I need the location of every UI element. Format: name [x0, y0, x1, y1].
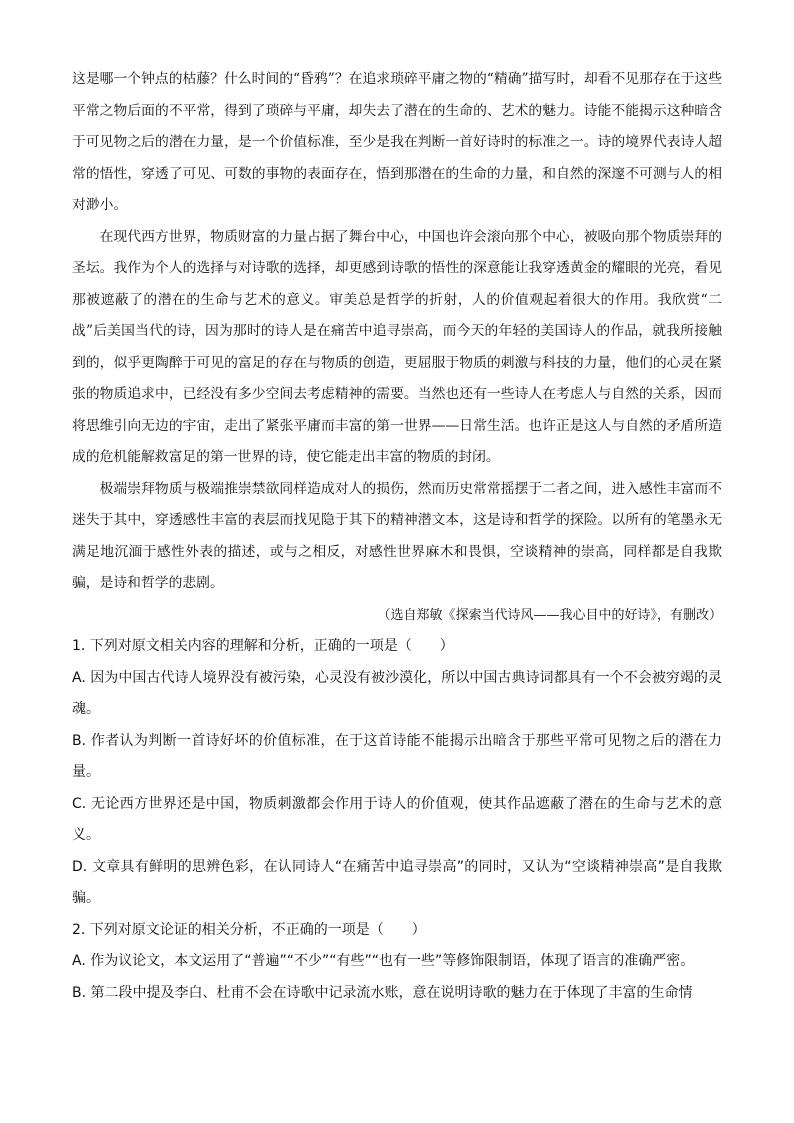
question-stem: 2. 下列对原文论证的相关分析，不正确的一项是（ ）: [72, 921, 426, 938]
passage-paragraph-3: 极端崇拜物质与极端推崇禁欲同样造成对人的损伤，然而历史常常摇摆于二者之间，进入感性丰富而不迷失于其中，穿透感性丰富的表层而找见隐于其下的精神潜文本，这是诗和哲学的探险。以所有的笔墨永无满足地沉湎于感性外表的描述，或与之相反，对感性世界麻木和畏惧，空谈精神的崇高，同样都是自我欺骗，是诗和哲学的悲剧。: [72, 480, 722, 591]
option-d: D. 文章具有鲜明的思辨色彩，在认同诗人“在痛苦中追寻崇高”的同时，又认为“空谈精神崇高”是自我欺骗。: [72, 858, 722, 906]
passage-paragraph-1: 这是哪一个钟点的枯藤？什么时间的“昏鸦”？在追求琐碎平庸之物的“精确”描写时，却看不见那存在于这些平常之物后面的不平常，得到了琐碎与平庸，却失去了潜在的生命的、艺术的魅力。诗能不能揭示这种暗含于可见物之后的潜在力量，是一个价值标准，至少是我在判断一首好诗时的标准之一。诗的境界代表诗人超常的悟性，穿透了可见、可数的事物的表面存在，悟到那潜在的生命的力量，和自然的深邃不可测与人的相对渺小。: [72, 71, 722, 213]
option-a: A. 作为议论文，本文运用了“普遍”“不少”“有些”“也有一些”等修饰限制语，体现了语言的准确严密。: [72, 953, 695, 969]
passage-paragraph-2: 在现代西方世界，物质财富的力量占据了舞台中心，中国也许会滚向那个中心，被吸向那个物质崇拜的圣坛。我作为个人的选择与对诗歌的选择，却更感到诗歌的悟性的深意能让我穿透黄金的耀眼的光亮，看见那被遮蔽了的潜在的生命与艺术的意义。审美总是哲学的折射，人的价值观起着很大的作用。我欣赏“二战”后美国当代的诗，因为那时的诗人是在痛苦中追寻崇高，而今天的年轻的美国诗人的作品，就我所接触到的，似乎更陶醉于可见的富足的存在与物质的创造，更屈服于物质的刺激与科技的力量，他们的心灵在紧张的物质追求中，已经没有多少空间去考虑精神的需要。当然也还有一些诗人在考虑人与自然的关系，因而将思维引向无边的宇宙，走出了紧张平庸而丰富的第一世界——日常生活。也许正是这人与自然的矛盾所造成的危机能解救富足的第一世界的诗，使它能走出丰富的物质的封闭。: [72, 228, 722, 465]
passage-source: （选自郑敏《探索当代诗风——我心目中的好诗》，有删改）: [377, 607, 722, 623]
question-1: [72, 631, 722, 915]
question-stem: 1. 下列对原文相关内容的理解和分析，正确的一项是（ ）: [72, 638, 454, 654]
option-b: B. 第二段中提及李白、杜甫不会在诗歌中记录流水账，意在说明诗歌的魅力在于体现了丰富的生命情: [72, 984, 693, 1001]
option-b: B. 作者认为判断一首诗好坏的价值标准，在于这首诗能不能揭示出暗含于那些平常可见物之后的潜在力量。: [72, 732, 722, 780]
document-page: [72, 64, 722, 1009]
option-a: A. 因为中国古代诗人境界没有被污染，心灵没有被沙漠化，所以中国古典诗词都具有一个不会被穷竭的灵魂。: [72, 669, 722, 717]
question-2: [72, 915, 722, 1010]
option-c: C. 无论西方世界还是中国，物质刺激都会作用于诗人的价值观，使其作品遮蔽了潜在的生命与艺术的意义。: [72, 795, 722, 843]
